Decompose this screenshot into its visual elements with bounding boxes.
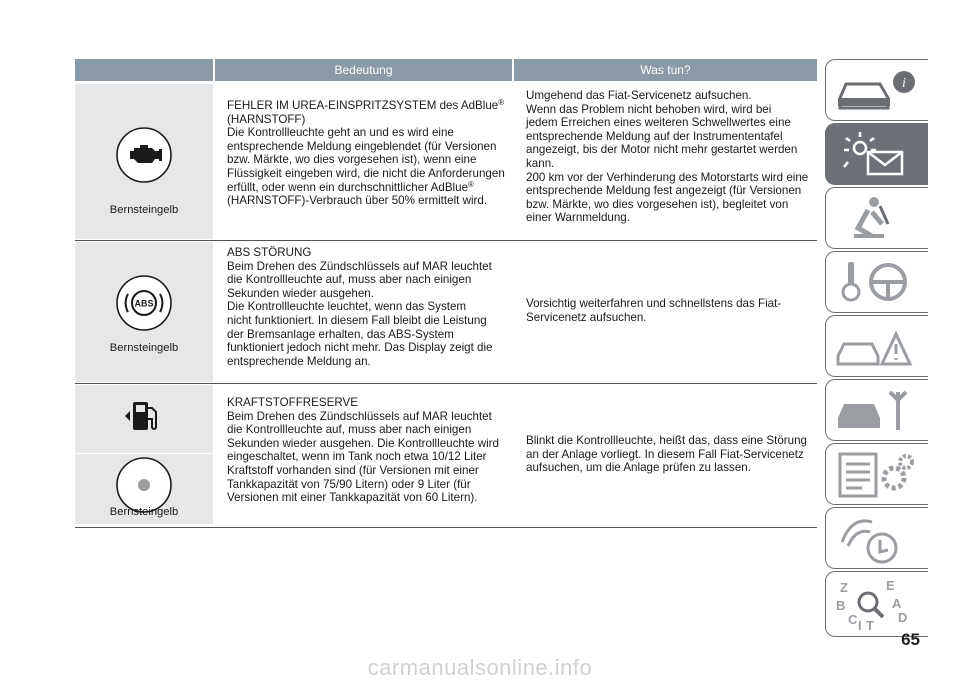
row-divider — [75, 383, 817, 384]
row1-action-line: Umgehend das Fiat-Servicenetz aufsuchen. — [526, 89, 752, 102]
row1-meaning-line: Flüssigkeit eingeben wird, die nicht die Anforderungen — [227, 166, 505, 180]
row1-action — [526, 89, 816, 225]
row1-action-line: kann. — [526, 156, 555, 170]
row2-meaning — [227, 246, 517, 368]
row3-caption: Bernsteingelb — [109, 506, 179, 518]
row2-meaning-line: der Bremsanlage erhalten, das ABS-System — [227, 327, 454, 341]
row1-action-line: entsprechende Meldung auf der Instrumententafel — [526, 129, 783, 143]
key-steering-wheel-icon — [832, 256, 922, 310]
engine-check-icon — [115, 126, 173, 184]
row2-icon-cell — [75, 242, 213, 382]
row1-meaning-line: entsprechende Meldung eingeblendet (für Versionen — [227, 139, 497, 153]
watermark: carmanualsonline.info — [367, 655, 593, 680]
abs-icon-text: ABS — [134, 298, 154, 309]
car-emergency-icon — [832, 320, 922, 374]
row1-action-line: entsprechende Meldung fest angezeigt (für Versionen — [526, 184, 802, 198]
header-meaning: Bedeutung — [215, 59, 512, 81]
row3-meaning-line: die Kontrollleuchte auf, muss aber nach einigen — [227, 423, 472, 437]
row-divider — [75, 240, 817, 241]
row1-meaning-line: (HARNSTOFF)-Verbrauch über 50% ermittelt wird. — [227, 194, 488, 208]
row2-meaning-line: Beim Drehen des Zündschlüssels auf MAR leuchtet — [227, 259, 492, 273]
row3-meaning — [227, 396, 517, 505]
row1-action-line: einer Warnmeldung. — [526, 211, 630, 225]
row2-meaning-line: ABS STÖRUNG — [227, 246, 312, 259]
row2-meaning-line: entsprechende Meldung an. — [227, 354, 371, 368]
row1-action-line: angezeigt, bis der Motor nicht mehr gestartet werden — [526, 143, 798, 157]
row3-icon-cell-bottom — [75, 454, 213, 524]
row2-meaning-line: nicht funktioniert. In diesem Fall bleibt die Leistung — [227, 313, 487, 327]
header-action: Was tun? — [514, 59, 817, 81]
svg-text:T: T — [866, 618, 874, 633]
index-search-icon — [832, 576, 922, 634]
row2-meaning-line: funktioniert jedoch nicht mehr. Das Display zeigt die — [227, 341, 493, 355]
svg-text:E: E — [886, 578, 895, 593]
fuel-pump-icon — [123, 399, 163, 433]
row3-action — [526, 434, 816, 475]
svg-text:B: B — [836, 598, 846, 613]
row2-meaning-line: Die Kontrollleuchte leuchtet, wenn das System — [227, 300, 467, 314]
row3-meaning-line: eingeschaltet, wenn im Tank noch etwa 10/12 Liter — [227, 450, 487, 464]
multimedia-icon — [832, 512, 922, 566]
car-info-icon — [832, 64, 922, 118]
svg-text:D: D — [898, 610, 908, 625]
registered-mark: ® — [468, 179, 474, 189]
abs-icon — [115, 274, 173, 332]
header-icon-column — [75, 59, 213, 81]
svg-text:C: C — [848, 612, 858, 627]
tab-maintenance[interactable] — [825, 379, 928, 441]
row3-meaning-line: Sekunden wieder ausgehen. Die Kontrollleuchte wird — [227, 436, 499, 450]
tab-technical-data[interactable] — [825, 443, 928, 505]
tab-index[interactable] — [825, 571, 928, 637]
row1-meaning — [227, 99, 517, 208]
row1-meaning-line: Die Kontrollleuchte geht an und es wird eine — [227, 126, 454, 140]
row1-action-line: jedem Erreichen eines weiteren Schwellwertes eine — [526, 116, 791, 130]
svg-text:i: i — [902, 76, 906, 91]
row1-action-line: 200 km vor der Verhinderung des Motorstarts wird eine — [526, 170, 809, 184]
svg-text:Z: Z — [840, 580, 848, 595]
tab-car-info[interactable] — [825, 59, 928, 121]
row1-icon-cell — [75, 84, 213, 239]
row1-meaning-line: erfüllt, oder wenn ein durchschnittlicher AdBlue — [227, 180, 469, 194]
row3-meaning-line: Beim Drehen des Zündschlüssels auf MAR leuchtet — [227, 409, 492, 423]
row-divider — [75, 527, 817, 528]
tab-emergency[interactable] — [825, 315, 928, 377]
registered-mark: ® — [498, 98, 505, 107]
svg-text:A: A — [892, 596, 902, 611]
tab-warning-lights[interactable] — [825, 123, 928, 185]
tab-safety[interactable] — [825, 187, 928, 249]
row1-action-line: bzw. Märkte, wo dies vorgesehen ist), begleitet von — [526, 197, 789, 211]
row2-action — [526, 297, 816, 324]
tab-multimedia[interactable] — [825, 507, 928, 569]
svg-text:I: I — [858, 618, 862, 633]
row1-meaning-line: FEHLER IM UREA-EINSPRITZSYSTEM des AdBlue — [227, 99, 499, 112]
row2-meaning-line: die Kontrollleuchte auf, muss aber nach einigen — [227, 273, 472, 287]
car-maintenance-icon — [832, 384, 922, 438]
warning-lights-message-icon — [832, 128, 922, 182]
page-number: 65 — [901, 630, 920, 649]
row3-meaning-line: Tankkapazität von 75/90 Litern) oder 9 Liter (für — [227, 477, 471, 491]
airbag-safety-icon — [832, 192, 922, 246]
row1-meaning-line: (HARNSTOFF) — [227, 112, 306, 126]
row3-meaning-line: Versionen mit einer Tankkapazität von 60 Litern). — [227, 491, 478, 505]
row3-meaning-line: Kraftstoff vorhanden sind (für Versionen mit einer — [227, 463, 479, 477]
row3-action-line: an der Anlage vorliegt. In diesem Fall Fiat-Servicenetz — [526, 447, 804, 461]
row3-icon-cell-top — [75, 385, 213, 453]
row2-meaning-line: Sekunden wieder ausgehen. — [227, 286, 374, 300]
row3-action-line: aufsuchen, um die Anlage prüfen zu lassen. — [526, 461, 751, 475]
row1-meaning-line: bzw. Märkte, wo dies vorgesehen ist), wenn eine — [227, 153, 477, 167]
row2-action-line: Servicenetz aufsuchen. — [526, 310, 647, 324]
row1-action-line: Wenn das Problem nicht behoben wird, wird bei — [526, 102, 772, 116]
tab-starting-driving[interactable] — [825, 251, 928, 313]
technical-data-icon — [832, 448, 922, 502]
row3-meaning-line: KRAFTSTOFFRESERVE — [227, 396, 358, 409]
row2-action-line: Vorsichtig weiterfahren und schnellstens das Fiat- — [526, 297, 782, 310]
row1-caption: Bernsteingelb — [109, 204, 179, 216]
row2-caption: Bernsteingelb — [109, 342, 179, 354]
row3-action-line: Blinkt die Kontrollleuchte, heißt das, dass eine Störung — [526, 434, 807, 447]
